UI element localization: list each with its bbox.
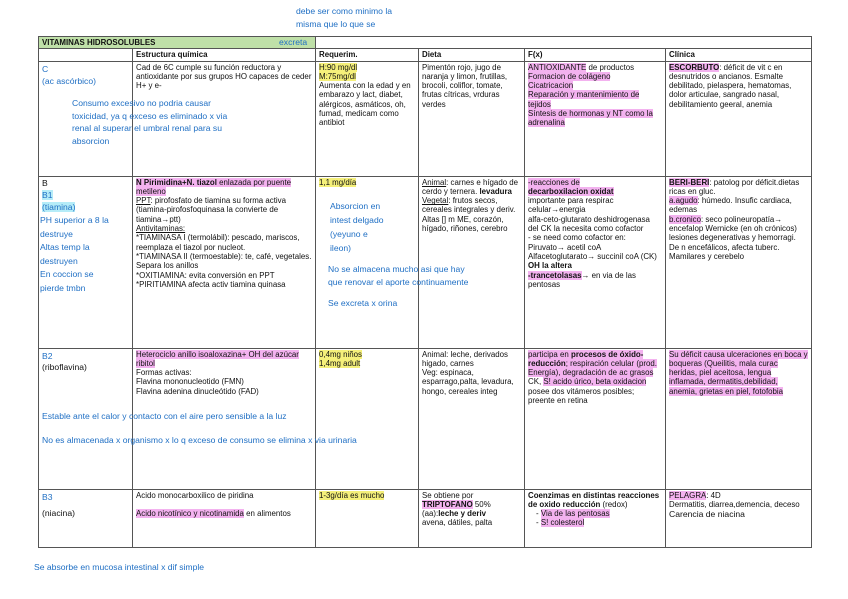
vitamin-b3-estr2: Acido nicotínico y nicotinamida [136,509,244,519]
vitamin-b1-clin-agudo: a.agudo [669,196,698,206]
bottom-note [34,561,204,574]
vitamin-c-fx-title: ANTIOXIDANTE [528,62,587,72]
top-note [296,5,392,30]
vitamin-b1-estr-title-rest: enlazada por puente metileno [136,177,292,196]
vitamin-b3-dieta-l1: Se obtiene por [422,490,474,500]
vitamin-b1-name: B1 [42,189,53,200]
note-line: toxicidad, ya q exceso es eliminado x via [72,110,228,121]
b2-stable-note [42,410,287,423]
vitamin-b3-dieta-l4: avena, dátiles, palta [422,518,493,528]
vitamin-b2-estr-rest: Formas activas: Flavina mononucleotido (FMN) Flavina adenina dinucleótido (FAD) [136,368,259,396]
vitamin-b1-fx-oh: OH la altera [528,261,572,271]
vitamin-c-clin-title: ESCORBUTO [669,62,720,72]
note-line: Absorcion en [330,201,381,211]
vitamin-b2-estr-title: Heterociclo anillo isoaloxazina+ OH del azúcar ribitol [136,349,299,368]
vitamin-b1-fx-line1: -reacciones de [528,177,580,187]
note-line: Se excreta x orina [328,298,398,308]
vitamin-c-fx-item: Formacion de colágeno [528,71,611,81]
vitamin-b1-fx-trans-rest: → en via de las pentosas [528,270,636,289]
vitamin-b3-fx: Coenzimas en distintas reacciones de oxido reducción (redox) - Via de las pentosas - S! colesterol [525,489,666,547]
note-line: No es almacenada x organismo x lo q exceso de consumo se elimina x via urinaria [42,435,357,445]
vitamin-c-fx-item: Cicatricacion [528,81,574,91]
note-line: absorcion [72,135,110,146]
vitamin-b3-estr2-rest: en alimentos [243,509,291,519]
vitamin-b1-fx-line2: decarboxilacion oxidat [528,186,614,196]
title-row-filler [279,37,812,49]
vitamin-b3-requerim [316,489,419,547]
note-line: que renovar el aporte continuamente [328,277,469,287]
vitamin-c-clinica [666,61,812,176]
vitamin-b3-clin-rest3: Carencia de niacina [669,509,745,520]
vitamin-b3-clin-title: PELAGRA [669,490,707,500]
note-line: intest delgado [330,215,384,225]
vitamin-c-req-rest: Aumenta con la edad y en embarazo y lact, diabet, alérgicos, asmáticos, oh, fumad, medicam como antibiot [319,81,411,128]
header-estructura: Estructura química [133,49,316,61]
vitamin-b1-alias: (tiamina) [42,202,76,213]
vitamin-b3-dieta-l3: leche y deriv [438,509,487,519]
vitamin-b3-alias: (niacina) [42,508,75,519]
vitamin-b2-requerim [316,348,419,489]
vitamin-c-estructura: Cad de 6C cumple su función reductora y antioxidante por sus grupos HO capaces de ceder H+ y e- [133,61,316,176]
vitamin-b1-req: 1,1 mg/día [319,177,357,187]
vitamin-b1-clinica [666,176,812,348]
b2-storage-note [42,434,357,447]
vitamin-b2-fx-l3b: S! acido úrico, beta oxidacion [543,377,647,387]
vitamin-c-req-h: H:90 mg/dl [319,62,358,72]
vitamin-b1-anti-label: Antivitaminas: [136,224,186,234]
b1-storage-note [328,263,468,310]
vitamin-b-letter: B [42,177,48,188]
note-line: ileon) [330,243,352,253]
vitamin-b2-req-adult: 1,4mg adult [319,358,361,368]
vitamin-b1-clin-title: BERI-BERI [669,177,710,187]
top-note-line: debe ser como minimo la [296,6,393,16]
note-line: Se absorbe en mucosa intestinal x dif simple [34,562,205,572]
header-empty [39,49,133,61]
vitamin-b3-clin-rest: : 4D [706,490,721,500]
note-line: pierde tmbn [40,282,86,293]
vitamin-b1-fx [525,176,666,348]
vitamin-b1-estr-title: N Pirimidina+N. tiazol [136,177,217,187]
vitamin-b1-levadura: levadura [479,186,512,196]
vitamin-b1-fx-trans: -trancetolasas [528,270,582,280]
vitamin-b3-fx-redox: (redox) [600,499,628,509]
vitamin-b1-clin-rest3: : seco polineuropatía→ encefalop Wernicke (en oh crónicos) lesiones degenerativas y hemorragi. De n encefálicos, afecta tuberc. Mamilares y cerebelo [669,214,797,261]
note-line: Consumo excesivo no podria causar [72,98,212,108]
vitamin-b1-fx-rest: importante para respirac celular→energia alfa-ceto-glutarato deshidrogenasa del CK la necesita como cofactor - se need como cofactor en: Piruvato→ acetil coA Alfacetoglutarato→ succinil coA (CK) [528,196,657,261]
vitamin-b2-name: B2 [42,350,53,361]
vitamin-b3-req: 1-3g/día es mucho [319,490,385,500]
vitamin-b3-trip: TRIPTOFANO [422,499,473,509]
note-line: destruyen [40,255,78,266]
vitamin-c-fx-title-rest: de productos [586,62,635,72]
vitamin-c-note [72,97,227,147]
note-line: En coccion se [40,269,94,279]
vitamin-b3-name-cell [39,489,133,547]
note-line: (yeyuno e [330,229,368,239]
vitamin-b2-fx-l4: posee dos vitámeros posibles; preente en retina [528,386,635,406]
vitamin-c-name: C [42,63,49,74]
vitamin-b3-dieta [419,489,525,547]
vitamin-b3-name: B3 [42,491,53,502]
vitamin-b1-anti: *TIAMINASA I (termolábil): pescado, mariscos, reemplaza el tiazol por nucleot. *TIAMINASA II (termoestable): te, café, vegetales. Separa los anillos *OXITIAMINA: evita conversión en PPT *PIRITIAMINA afecta activ tiamina quinasa [136,233,312,289]
header-fx: F(x) [525,49,666,61]
vitamin-b2-fx-l1b: procesos de óxido-reducción [528,349,644,368]
vitamin-b1-vegetal-label: Vegetal [422,196,449,206]
vitamin-c-req-m: M:75mg/dl [319,71,356,81]
header-clinica: Clínica [666,49,812,61]
note-line: Altas temp la [40,242,90,252]
table-title: VITAMINAS HIDROSOLUBLES [39,37,316,49]
vitamin-b1-animal-label: Animal [422,177,447,187]
note-line: destruye [40,228,73,239]
vitamin-c-fx [525,61,666,176]
vitamin-b3-fx-item: Via de las pentosas [540,509,610,519]
vitamin-c-requerim [316,61,419,176]
vitamin-b3-clin-rest2: Dermatitis, diarrea,demencia, deceso [669,499,800,509]
vitamin-b3-estr1: Acido monocarboxilico de piridina [136,490,254,500]
note-line: Estable ante el calor y contacto con el aire pero sensible a la luz [42,411,287,421]
header-dieta: Dieta [419,49,525,61]
vitamin-c-fx-item: Síntesis de hormonas y NT como la adrenalina [528,109,653,128]
b1-left-note [40,214,109,295]
vitamin-b2-clin: Su déficit causa ulceraciones en boca y boqueras (Queilitis, mala curac heridas, piel aceitosa, lengua inflamada, dermatitis,debilidad, anemia, grietas en piel, fotofobia [669,349,808,396]
note-line: PH superior a 8 la [40,215,109,225]
note-line: renal al superar el umbral renal para su [72,123,222,133]
vitamin-b1-estructura [133,176,316,348]
vitamin-b2-fx [525,348,666,489]
vitamin-b1-animal: : carnes e hígado de cerdo y ternera. [422,177,519,196]
vitamin-b1-clin-rest2: : húmedo. Insufic cardiaca, edemas [669,196,792,215]
vitamin-b2-fx-l2: ; respiración celular (prod. Energía), degradación de ac grasos [528,358,657,378]
header-requerim: Requerim. [316,49,419,61]
vitamin-b2-dieta: Animal: leche, derivados higado, carnes Veg: espinaca, esparrago,palta, levadura, hongo, cereales integ [419,348,525,489]
vitamin-b2-fx-l1: participa en [528,349,571,359]
vitamin-b2-alias: (riboflavina) [42,362,87,373]
vitamin-b3-clinica [666,489,812,547]
top-note-line: excreta [279,37,308,47]
vitamin-b2-req-ninos: 0,4mg niños [319,349,362,359]
vitamin-b3-dieta-l2: 50% (aa): [422,499,491,519]
vitamin-b3-estructura [133,489,316,547]
top-note-line: misma que lo que se [296,18,376,29]
vitamin-b3-fx-title: Coenzimas en distintas reacciones de oxido reducción [528,490,660,509]
vitamin-c-clin-rest: : déficit de vit c en desnutridos o ancianos. Esmalte debilitado, pielaspera, hematomas, dolor articulae, sangrado nasal, debilitamiento geeral, anemia [669,62,792,109]
vitamin-c-fx-item: Reparación y mantenimiento de tejidos [528,90,640,109]
vitamin-b1-clin-rest1: : patolog por déficit.dietas ricas en gluc. [669,177,800,196]
vitamin-c-alias: (ac ascórbico) [42,76,96,87]
vitamin-c-dieta: Pimentón rojo, jugo de naranja y limon, frutillas, brocoli, coliflor, tomate, frutas cítricas, vrduras verdes [419,61,525,176]
vitamin-b1-ppt-label: PPT [136,196,151,206]
vitamin-b1-clin-cronico: b.cronico [669,214,702,224]
vitamin-b2-clinica [666,348,812,489]
b1-absorcion-note [330,199,384,255]
vitamin-b2-fx-l3: CK, [528,377,544,387]
vitamin-b1-vegetal: : frutos secos, cereales integrales y deriv. Altas [] m ME, corazón, hígado, riñones, cerebro [422,196,516,234]
note-line: No se almacena mucho asi que hay [328,264,465,274]
vitamin-b3-fx-item: S! colesterol [540,518,585,528]
vitamin-b1-ppt: : pirofosfato de tiamina su forma activa (tiamina-pirofosfoquinasa la convierte de tiamina→ptt) [136,196,287,224]
